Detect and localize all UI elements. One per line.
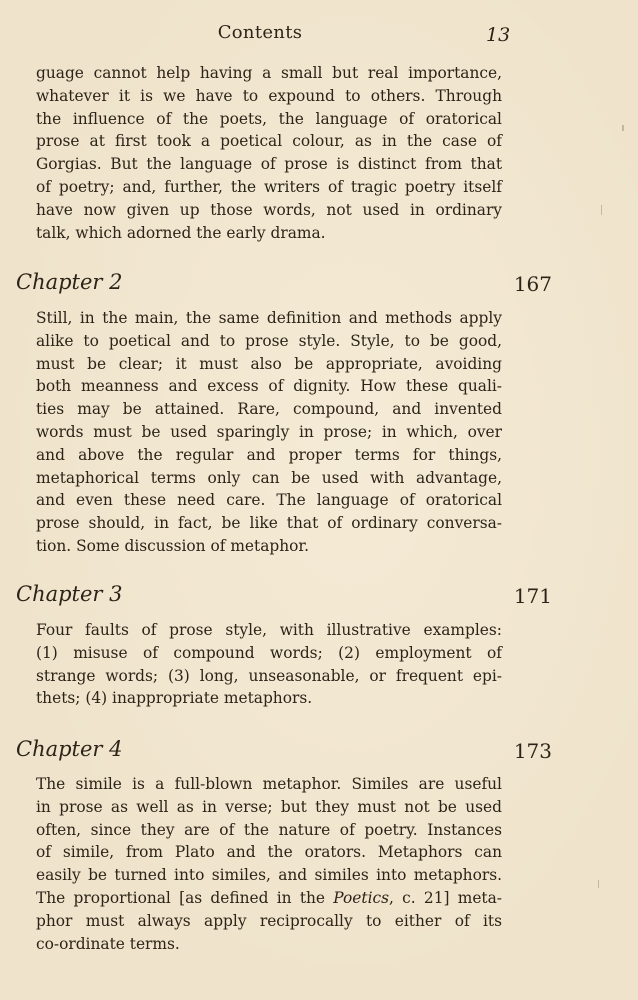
text-line: Four faults of prose style, with illustrative examples: bbox=[36, 621, 502, 639]
text-line: Still, in the main, the same definition and methods apply bbox=[36, 309, 502, 327]
running-head bbox=[0, 22, 638, 48]
text-fragment: The proportional [as defined in the bbox=[36, 888, 334, 907]
work-title-poetics: Poetics bbox=[333, 888, 390, 907]
text-line: and above the regular and proper terms for things, bbox=[36, 445, 502, 464]
text-line: have now given up those words, not used in ordinary bbox=[36, 200, 502, 219]
text-line: prose should, in fact, be like that of ordinary conversa- bbox=[36, 514, 502, 533]
text-line: often, since they are of the nature of poetry. Instances bbox=[36, 820, 502, 839]
paper-speck bbox=[601, 205, 602, 215]
chapter-page-number: 173 bbox=[513, 739, 552, 763]
text-line: in prose as well as in verse; but they must not be used bbox=[36, 797, 502, 816]
paper-speck bbox=[598, 880, 599, 888]
running-title: Contents bbox=[217, 22, 303, 43]
text-line: easily be turned into similes, and similes into metaphors. bbox=[36, 866, 502, 885]
text-line: words must be used sparingly in prose; in which, over bbox=[36, 422, 502, 441]
chapter-title: Chapter 2 bbox=[16, 270, 123, 294]
text-line: talk, which adorned the early drama. bbox=[36, 223, 326, 242]
chapter-page-number: 171 bbox=[513, 584, 552, 608]
text-line: must be clear; it must also be appropriate, avoiding bbox=[36, 354, 502, 373]
text-line: prose at first took a poetical colour, as in the case of bbox=[36, 132, 502, 151]
text-line: metaphorical terms only can be used with advantage, bbox=[36, 468, 502, 487]
text-line: tion. Some discussion of metaphor. bbox=[36, 536, 309, 555]
text-line: strange words; (3) long, unseasonable, or frequent epi- bbox=[36, 666, 502, 685]
chapter-page-number: 167 bbox=[513, 272, 552, 296]
text-line: of poetry; and, further, the writers of tragic poetry itself bbox=[36, 177, 502, 196]
text-line: thets; (4) inappropriate metaphors. bbox=[36, 689, 313, 708]
intro-paragraph bbox=[36, 62, 502, 244]
chapter-3-heading bbox=[16, 582, 552, 612]
chapter-3-summary bbox=[36, 619, 502, 710]
chapter-2-summary bbox=[36, 307, 502, 558]
text-line: guage cannot help having a small but real importance, bbox=[36, 64, 502, 82]
text-line: ties may be attained. Rare, compound, and invented bbox=[36, 400, 502, 419]
text-line: both meanness and excess of dignity. How these quali- bbox=[36, 377, 502, 396]
chapter-2-heading bbox=[16, 270, 552, 300]
chapter-4-summary bbox=[36, 773, 502, 955]
text-line: phor must always apply reciprocally to either of its bbox=[36, 911, 502, 930]
text-line: of simile, from Plato and the orators. Metaphors can bbox=[36, 843, 502, 862]
text-line: the influence of the poets, the language of oratorical bbox=[36, 109, 502, 128]
text-line: Gorgias. But the language of prose is distinct from that bbox=[36, 155, 502, 174]
text-line: and even these need care. The language of oratorical bbox=[36, 491, 502, 510]
text-line-with-italic bbox=[36, 887, 502, 910]
text-line: co-ordinate terms. bbox=[36, 934, 180, 953]
text-line: alike to poetical and to prose style. Style, to be good, bbox=[36, 331, 502, 350]
chapter-4-heading bbox=[16, 737, 552, 767]
text-fragment: , c. 21] meta- bbox=[389, 888, 502, 907]
text-line: (1) misuse of compound words; (2) employment of bbox=[36, 643, 502, 662]
paper-speck bbox=[622, 125, 624, 131]
text-line: The simile is a full-blown metaphor. Similes are useful bbox=[36, 775, 502, 793]
page-number: 13 bbox=[486, 24, 511, 46]
chapter-title: Chapter 3 bbox=[16, 582, 123, 606]
chapter-title: Chapter 4 bbox=[16, 737, 123, 761]
text-line: whatever it is we have to expound to others. Through bbox=[36, 86, 502, 105]
